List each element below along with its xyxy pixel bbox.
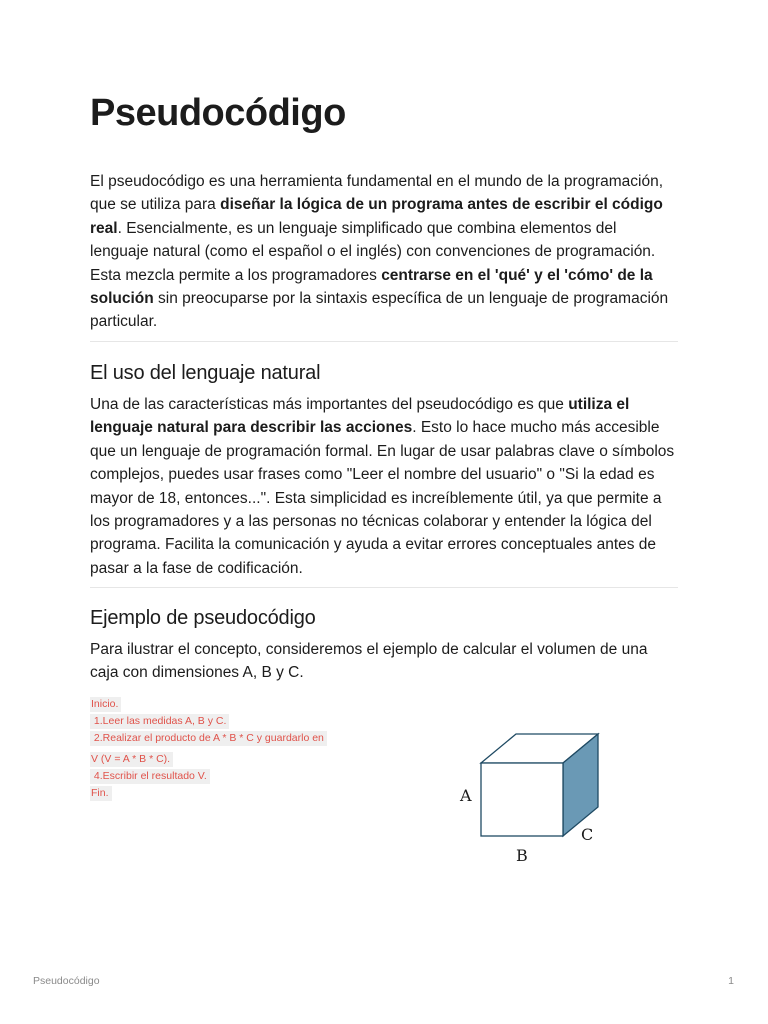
section1-paragraph (90, 393, 678, 580)
intro-text-1: El pseudocódigo es una herramienta fundamental en el mundo de la programación, que se utiliza para (90, 173, 664, 214)
code-line: V (V = A * B * C). (90, 752, 173, 767)
code-line: 1.Leer las medidas A, B y C. (90, 714, 229, 729)
intro-bold-1: diseñar la lógica de un programa antes de escribir el código real (90, 196, 663, 237)
section2-paragraph: Para ilustrar el concepto, consideremos el ejemplo de calcular el volumen de una caja con dimensiones A, B y C. (90, 641, 648, 682)
code-line: 4.Escribir el resultado V. (90, 769, 210, 784)
divider (90, 341, 678, 342)
cube-front-face (481, 763, 563, 836)
intro-paragraph (90, 170, 678, 334)
cube-label-a: A (460, 786, 472, 805)
code-line: Inicio. (90, 697, 121, 712)
page-title: Pseudocódigo (90, 92, 346, 134)
section-heading-example: Ejemplo de pseudocódigo (90, 607, 316, 629)
code-line: 2.Realizar el producto de A * B * C y guardarlo en (90, 731, 327, 746)
intro-text-2: . Esencialmente, es un lenguaje simplificado que combina elementos del lenguaje natural (como el español o el inglés) con convenciones de programación. Esta mezcla permite a los programadores (90, 219, 656, 284)
intro-text-3: sin preocuparse por la sintaxis específica de un lenguaje de programación particular. (90, 290, 669, 331)
page-number: 1 (728, 975, 734, 987)
divider (90, 587, 678, 588)
cube-diagram (455, 728, 615, 868)
intro-bold-2: centrarse en el 'qué' y el 'cómo' de la solución (90, 266, 653, 308)
code-line: Fin. (90, 786, 112, 801)
section1-bold-1: utiliza el lenguaje natural para describir las acciones (90, 396, 630, 437)
cube-label-c: C (581, 825, 594, 844)
section-heading-natural-language: El uso del lenguaje natural (90, 362, 321, 384)
footer-title: Pseudocódigo (33, 975, 100, 987)
section1-text-1: Una de las características más importantes del pseudocódigo es que (90, 396, 569, 413)
cube-label-b: B (516, 846, 528, 865)
section1-text-2: . Esto lo hace mucho más accesible que un lenguaje de programación formal. En lugar de usar palabras clave o símbolos complejos, puedes usar frases como "Leer el nombre del usuario" o "Si la edad es mayor de 18, entonces...". Esta simplicidad es increíblemente útil, ya que permite a los programadores y a las personas no técnicas colaborar y entender la lógica del programa. Facilita la comunicación y ayuda a evitar errores conceptuales antes de pasar a la fase de codificación. (90, 419, 675, 577)
pseudocode-block (90, 697, 327, 803)
